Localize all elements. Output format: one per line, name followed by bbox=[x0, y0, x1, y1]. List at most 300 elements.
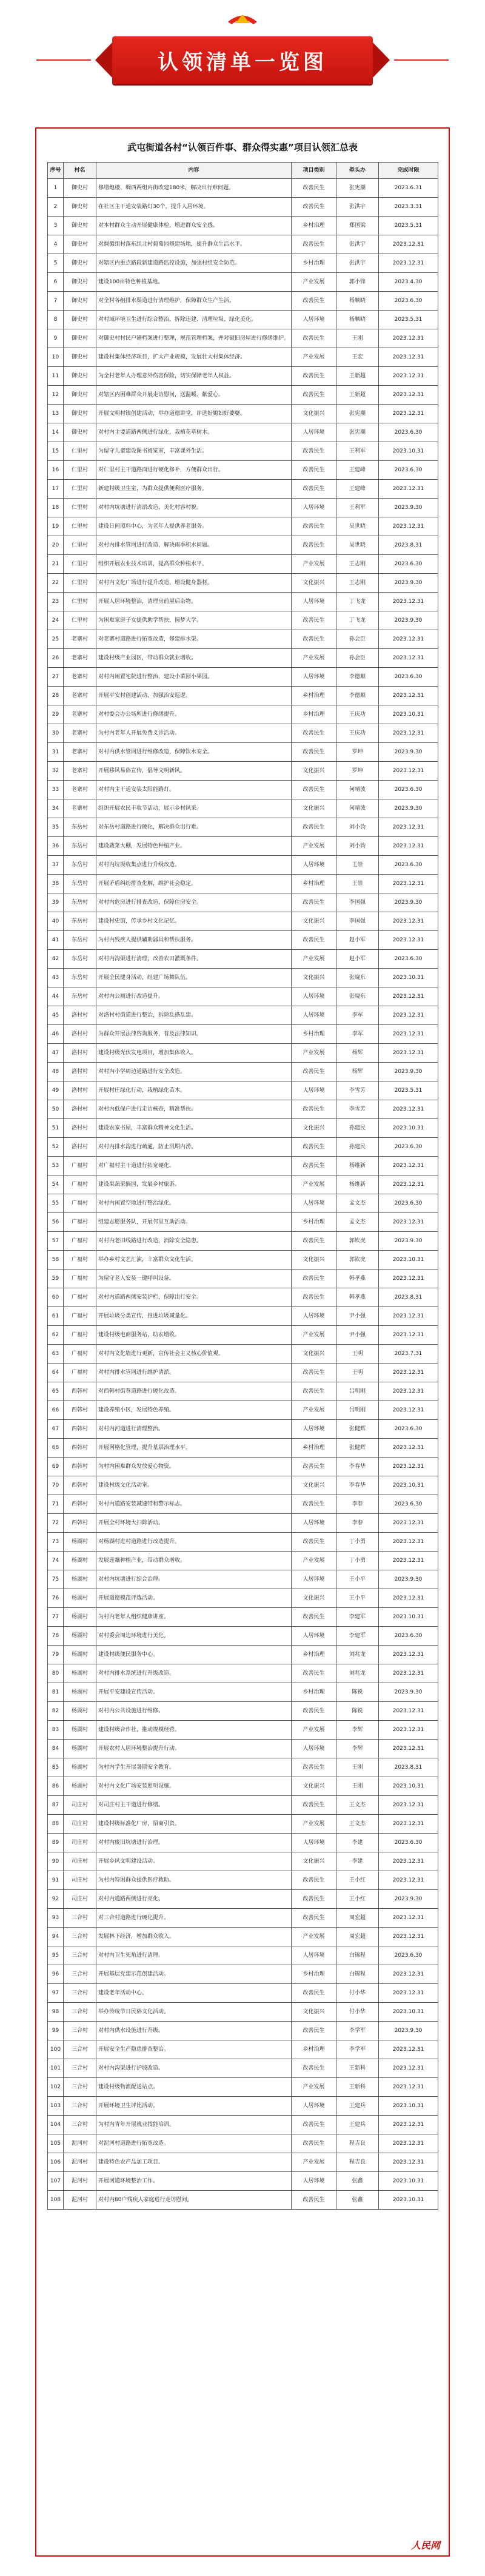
table-row bbox=[48, 1608, 438, 1627]
row-content: 开展农村人居环境整治提升行动。 bbox=[96, 1740, 292, 1758]
row-content: 对仁里村主干道路面进行硬化修补，方便群众出行。 bbox=[96, 461, 292, 480]
row-village: 三合村 bbox=[64, 2003, 96, 2022]
row-village: 老寨村 bbox=[64, 781, 96, 799]
row-lead: 李国强 bbox=[336, 912, 379, 931]
table-row bbox=[48, 1946, 438, 1965]
row-category: 人居环境 bbox=[292, 1740, 336, 1758]
row-lead: 李德顺 bbox=[336, 668, 379, 687]
row-content: 举办传统节日民俗文化活动。 bbox=[96, 2003, 292, 2022]
row-category: 人居环境 bbox=[292, 1307, 336, 1326]
row-number: 35 bbox=[48, 818, 64, 837]
table-row bbox=[48, 724, 438, 743]
row-content: 开展全村环境大扫除活动。 bbox=[96, 1514, 292, 1533]
row-content: 对村域环境卫生进行综合整治，拆除违建、清理垃圾、绿化美化。 bbox=[96, 311, 292, 329]
row-content: 对辖区内重点路段新建道路监控设施，加强村组安全防范。 bbox=[96, 254, 292, 273]
row-content: 组织开展农民丰收节活动，展示乡村风采。 bbox=[96, 799, 292, 818]
table-row bbox=[48, 1552, 438, 1570]
row-number: 71 bbox=[48, 1495, 64, 1514]
row-number: 66 bbox=[48, 1401, 64, 1420]
row-deadline: 2023.12.31 bbox=[379, 386, 438, 405]
row-village: 司庄村 bbox=[64, 1890, 96, 1909]
table-row bbox=[48, 893, 438, 912]
row-village: 仁里村 bbox=[64, 442, 96, 461]
row-category: 改善民生 bbox=[292, 931, 336, 950]
row-lead: 王庆功 bbox=[336, 705, 379, 724]
row-content: 开展矛盾纠纷排查化解，维护社会稳定。 bbox=[96, 875, 292, 893]
row-number: 102 bbox=[48, 2078, 64, 2097]
row-category: 乡村治理 bbox=[292, 1025, 336, 1044]
row-category: 改善民生 bbox=[292, 2134, 336, 2153]
row-category: 乡村治理 bbox=[292, 217, 336, 235]
row-lead: 吴世晓 bbox=[336, 517, 379, 536]
row-village: 三合村 bbox=[64, 1984, 96, 2003]
row-lead: 李辉 bbox=[336, 1740, 379, 1758]
row-lead: 周宏超 bbox=[336, 1909, 379, 1928]
row-lead: 李德顺 bbox=[336, 687, 379, 705]
row-category: 乡村治理 bbox=[292, 875, 336, 893]
row-number: 64 bbox=[48, 1364, 64, 1382]
row-deadline: 2023.12.31 bbox=[379, 1909, 438, 1928]
table-row bbox=[48, 1307, 438, 1326]
row-content: 建设农家书屋，丰富群众精神文化生活。 bbox=[96, 1119, 292, 1138]
row-category: 产业发展 bbox=[292, 2153, 336, 2172]
row-content: 对村内公共设施进行维修。 bbox=[96, 1702, 292, 1721]
row-number: 5 bbox=[48, 254, 64, 273]
table-row bbox=[48, 348, 438, 367]
row-village: 御史村 bbox=[64, 423, 96, 442]
row-village: 广福村 bbox=[64, 1270, 96, 1288]
row-content: 开展村庄绿化行动，栽植绿化苗木。 bbox=[96, 1081, 292, 1100]
row-village: 老寨村 bbox=[64, 687, 96, 705]
row-deadline: 2023.5.31 bbox=[379, 311, 438, 329]
row-content: 组织开展农业技术培训，提高群众种植水平。 bbox=[96, 555, 292, 574]
row-lead: 王新超 bbox=[336, 386, 379, 405]
row-content: 为留守儿童建设图书阅览室，丰富课外生活。 bbox=[96, 442, 292, 461]
row-village: 老寨村 bbox=[64, 743, 96, 762]
row-category: 乡村治理 bbox=[292, 254, 336, 273]
row-content: 开展道德模范评选活动。 bbox=[96, 1589, 292, 1608]
row-village: 洛村村 bbox=[64, 1081, 96, 1100]
row-village: 西韩村 bbox=[64, 1382, 96, 1401]
row-number: 25 bbox=[48, 630, 64, 649]
row-deadline: 2023.12.31 bbox=[379, 1984, 438, 2003]
row-category: 文化振兴 bbox=[292, 912, 336, 931]
row-deadline: 2023.9.30 bbox=[379, 799, 438, 818]
row-content: 对村委会办公场所进行修缮提升。 bbox=[96, 705, 292, 724]
row-deadline: 2023.6.30 bbox=[379, 555, 438, 574]
row-category: 改善民生 bbox=[292, 1232, 336, 1251]
row-deadline: 2023.12.31 bbox=[379, 837, 438, 856]
row-content: 为村内学生开展暑期安全教育。 bbox=[96, 1758, 292, 1777]
row-village: 杨湖村 bbox=[64, 1721, 96, 1740]
row-content: 建设村级文化活动室。 bbox=[96, 1476, 292, 1495]
row-deadline: 2023.12.31 bbox=[379, 254, 438, 273]
row-village: 西韩村 bbox=[64, 1476, 96, 1495]
row-content: 对村内主干道安装太阳能路灯。 bbox=[96, 781, 292, 799]
table-row bbox=[48, 2172, 438, 2191]
row-deadline: 2023.9.30 bbox=[379, 1890, 438, 1909]
row-number: 34 bbox=[48, 799, 64, 818]
row-content: 开展文明村镇创建活动，举办道德讲堂，评选好媳妇好婆婆。 bbox=[96, 405, 292, 423]
row-deadline: 2023.12.31 bbox=[379, 818, 438, 837]
row-deadline: 2023.12.31 bbox=[379, 2153, 438, 2172]
row-village: 西韩村 bbox=[64, 1495, 96, 1514]
table-body bbox=[48, 179, 438, 2210]
table-row bbox=[48, 837, 438, 856]
row-deadline: 2023.7.31 bbox=[379, 1345, 438, 1364]
row-content: 建设老年活动中心。 bbox=[96, 1984, 292, 2003]
row-deadline: 2023.6.30 bbox=[379, 1834, 438, 1852]
row-deadline: 2023.6.30 bbox=[379, 1420, 438, 1439]
row-category: 改善民生 bbox=[292, 179, 336, 198]
row-number: 37 bbox=[48, 856, 64, 875]
row-lead: 张晓东 bbox=[336, 987, 379, 1006]
row-content: 开展河道环境整治工作。 bbox=[96, 2172, 292, 2191]
row-number: 46 bbox=[48, 1025, 64, 1044]
row-content: 对村内低保户进行走访核查，精准帮扶。 bbox=[96, 1100, 292, 1119]
row-deadline: 2023.12.31 bbox=[379, 367, 438, 386]
row-village: 广福村 bbox=[64, 1213, 96, 1232]
row-village: 仁里村 bbox=[64, 517, 96, 536]
table-row bbox=[48, 217, 438, 235]
table-row bbox=[48, 1758, 438, 1777]
row-deadline: 2023.12.31 bbox=[379, 987, 438, 1006]
row-lead: 杨维新 bbox=[336, 1175, 379, 1194]
row-lead: 王刚 bbox=[336, 329, 379, 348]
row-number: 20 bbox=[48, 536, 64, 555]
row-number: 53 bbox=[48, 1157, 64, 1175]
row-number: 61 bbox=[48, 1307, 64, 1326]
row-category: 人居环境 bbox=[292, 593, 336, 611]
row-number: 68 bbox=[48, 1439, 64, 1458]
row-number: 88 bbox=[48, 1815, 64, 1834]
row-content: 开展基层党建示范创建活动。 bbox=[96, 1965, 292, 1984]
row-lead: 王崇 bbox=[336, 856, 379, 875]
row-deadline: 2023.6.30 bbox=[379, 461, 438, 480]
row-village: 洛村村 bbox=[64, 1063, 96, 1081]
row-number: 103 bbox=[48, 2097, 64, 2116]
table-row bbox=[48, 480, 438, 499]
row-content: 对村内沟渠进行清理，改善农田灌溉条件。 bbox=[96, 950, 292, 969]
row-number: 94 bbox=[48, 1928, 64, 1946]
row-lead: 杨顺晓 bbox=[336, 311, 379, 329]
table-row bbox=[48, 668, 438, 687]
table-row bbox=[48, 912, 438, 931]
row-village: 司庄村 bbox=[64, 1834, 96, 1852]
row-lead: 陈锐 bbox=[336, 1702, 379, 1721]
row-village: 司庄村 bbox=[64, 1871, 96, 1890]
row-village: 仁里村 bbox=[64, 611, 96, 630]
row-village: 司庄村 bbox=[64, 1796, 96, 1815]
row-number: 89 bbox=[48, 1834, 64, 1852]
row-village: 老寨村 bbox=[64, 705, 96, 724]
row-content: 为困难家庭子女提供助学帮扶，圆梦大学。 bbox=[96, 611, 292, 630]
row-deadline: 2023.12.31 bbox=[379, 1270, 438, 1288]
row-content: 建设村级物流配送站点。 bbox=[96, 2078, 292, 2097]
row-lead: 张晓东 bbox=[336, 969, 379, 987]
col-header-no: 序号 bbox=[48, 163, 64, 179]
row-lead: 张洪宇 bbox=[336, 235, 379, 254]
row-category: 文化振兴 bbox=[292, 1852, 336, 1871]
table-row bbox=[48, 1270, 438, 1288]
row-number: 69 bbox=[48, 1458, 64, 1476]
row-number: 9 bbox=[48, 329, 64, 348]
row-number: 33 bbox=[48, 781, 64, 799]
row-number: 83 bbox=[48, 1721, 64, 1740]
row-content: 对村内坑塘进行综合治理。 bbox=[96, 1570, 292, 1589]
row-village: 泥河村 bbox=[64, 2172, 96, 2191]
row-category: 产业发展 bbox=[292, 2078, 336, 2097]
table-row bbox=[48, 198, 438, 217]
table-row bbox=[48, 969, 438, 987]
row-village: 广福村 bbox=[64, 1251, 96, 1270]
row-village: 仁里村 bbox=[64, 499, 96, 517]
row-number: 92 bbox=[48, 1890, 64, 1909]
row-content: 开展垃圾分类宣传，推进垃圾减量化。 bbox=[96, 1307, 292, 1326]
row-lead: 白锦程 bbox=[336, 1965, 379, 1984]
table-row bbox=[48, 1777, 438, 1796]
row-village: 御史村 bbox=[64, 235, 96, 254]
row-lead: 李春 bbox=[336, 1495, 379, 1514]
row-village: 广福村 bbox=[64, 1307, 96, 1326]
row-village: 东岳村 bbox=[64, 875, 96, 893]
row-village: 杨湖村 bbox=[64, 1570, 96, 1589]
row-content: 对本村群众主动开展健康体检，增进群众安全感。 bbox=[96, 217, 292, 235]
row-category: 人居环境 bbox=[292, 1946, 336, 1965]
row-number: 76 bbox=[48, 1589, 64, 1608]
row-lead: 王建兵 bbox=[336, 2116, 379, 2134]
row-deadline: 2023.5.31 bbox=[379, 217, 438, 235]
row-category: 乡村治理 bbox=[292, 705, 336, 724]
row-content: 建设村集体经济项目，扩大产业规模，发展壮大村集体经济。 bbox=[96, 348, 292, 367]
table-row bbox=[48, 1683, 438, 1702]
row-number: 87 bbox=[48, 1796, 64, 1815]
row-lead: 丁飞龙 bbox=[336, 593, 379, 611]
row-category: 改善民生 bbox=[292, 1984, 336, 2003]
row-lead: 李建军 bbox=[336, 1608, 379, 1627]
table-row bbox=[48, 1570, 438, 1589]
row-number: 3 bbox=[48, 217, 64, 235]
row-category: 改善民生 bbox=[292, 818, 336, 837]
row-number: 6 bbox=[48, 273, 64, 292]
row-lead: 王文杰 bbox=[336, 1796, 379, 1815]
row-lead: 李雪芳 bbox=[336, 1100, 379, 1119]
row-lead: 李军 bbox=[336, 1006, 379, 1025]
row-number: 40 bbox=[48, 912, 64, 931]
row-content: 开展安全生产隐患排查整治。 bbox=[96, 2040, 292, 2059]
row-number: 91 bbox=[48, 1871, 64, 1890]
row-deadline: 2023.12.31 bbox=[379, 1646, 438, 1664]
row-lead: 张宪潮 bbox=[336, 423, 379, 442]
row-content: 举办乡村文艺汇演，丰富群众文化生活。 bbox=[96, 1251, 292, 1270]
row-content: 对村内排水管网进行改造，解决雨季积水问题。 bbox=[96, 536, 292, 555]
row-village: 御史村 bbox=[64, 198, 96, 217]
row-deadline: 2023.9.30 bbox=[379, 499, 438, 517]
row-category: 乡村治理 bbox=[292, 1213, 336, 1232]
row-deadline: 2023.9.30 bbox=[379, 1683, 438, 1702]
table-row bbox=[48, 292, 438, 311]
table-row bbox=[48, 705, 438, 724]
row-category: 改善民生 bbox=[292, 781, 336, 799]
row-lead: 李雪芳 bbox=[336, 1081, 379, 1100]
row-deadline: 2023.12.31 bbox=[379, 1740, 438, 1758]
row-category: 文化振兴 bbox=[292, 1589, 336, 1608]
row-deadline: 2023.12.31 bbox=[379, 1157, 438, 1175]
row-content: 对村内排水系统进行升级改造。 bbox=[96, 1664, 292, 1683]
row-number: 44 bbox=[48, 987, 64, 1006]
row-category: 产业发展 bbox=[292, 950, 336, 969]
row-lead: 王崇 bbox=[336, 875, 379, 893]
table-row bbox=[48, 818, 438, 837]
row-content: 对村内道路安装减速带和警示标志。 bbox=[96, 1495, 292, 1514]
row-content: 为村内青年开展就业技能培训。 bbox=[96, 2116, 292, 2134]
table-row bbox=[48, 329, 438, 348]
row-content: 为村内残疾人提供辅助器具和帮扶服务。 bbox=[96, 931, 292, 950]
row-category: 改善民生 bbox=[292, 630, 336, 649]
row-category: 乡村治理 bbox=[292, 1439, 336, 1458]
row-number: 65 bbox=[48, 1382, 64, 1401]
row-lead: 李春华 bbox=[336, 1476, 379, 1495]
table-row bbox=[48, 2191, 438, 2210]
row-deadline: 2023.12.31 bbox=[379, 2059, 438, 2078]
row-lead: 郭钦虎 bbox=[336, 1232, 379, 1251]
table-row bbox=[48, 1965, 438, 1984]
row-content: 建设果蔬采摘园，发展乡村旅游。 bbox=[96, 1175, 292, 1194]
row-category: 改善民生 bbox=[292, 893, 336, 912]
row-category: 产业发展 bbox=[292, 1401, 336, 1420]
row-category: 文化振兴 bbox=[292, 762, 336, 781]
row-lead: 王小平 bbox=[336, 1589, 379, 1608]
row-village: 东岳村 bbox=[64, 818, 96, 837]
row-deadline: 2023.12.31 bbox=[379, 1364, 438, 1382]
row-number: 38 bbox=[48, 875, 64, 893]
table-row bbox=[48, 1138, 438, 1157]
table-row bbox=[48, 1175, 438, 1194]
row-village: 仁里村 bbox=[64, 480, 96, 499]
row-lead: 孙建民 bbox=[336, 1138, 379, 1157]
row-deadline: 2023.12.31 bbox=[379, 517, 438, 536]
row-number: 63 bbox=[48, 1345, 64, 1364]
row-deadline: 2023.6.30 bbox=[379, 781, 438, 799]
row-village: 杨湖村 bbox=[64, 1608, 96, 1627]
row-lead: 孟文杰 bbox=[336, 1213, 379, 1232]
table-row bbox=[48, 2153, 438, 2172]
row-lead: 王建峰 bbox=[336, 480, 379, 499]
row-category: 改善民生 bbox=[292, 2191, 336, 2210]
row-lead: 王明 bbox=[336, 1345, 379, 1364]
row-lead: 王志刚 bbox=[336, 574, 379, 593]
row-content: 建设村级光伏发电项目，增加集体收入。 bbox=[96, 1044, 292, 1063]
row-number: 36 bbox=[48, 837, 64, 856]
row-village: 杨湖村 bbox=[64, 1533, 96, 1552]
row-content: 为群众开展法律咨询服务，普及法律知识。 bbox=[96, 1025, 292, 1044]
row-lead: 程吉良 bbox=[336, 2153, 379, 2172]
row-category: 改善民生 bbox=[292, 1063, 336, 1081]
row-deadline: 2023.12.31 bbox=[379, 1721, 438, 1740]
row-deadline: 2023.6.30 bbox=[379, 1495, 438, 1514]
table-row bbox=[48, 649, 438, 668]
row-content: 开展全民健身活动，组建广场舞队伍。 bbox=[96, 969, 292, 987]
row-deadline: 2023.12.31 bbox=[379, 1514, 438, 1533]
row-village: 东岳村 bbox=[64, 837, 96, 856]
row-category: 人居环境 bbox=[292, 1006, 336, 1025]
row-deadline: 2023.10.31 bbox=[379, 705, 438, 724]
row-category: 人居环境 bbox=[292, 987, 336, 1006]
row-village: 西韩村 bbox=[64, 1420, 96, 1439]
row-lead: 何晴波 bbox=[336, 781, 379, 799]
row-category: 改善民生 bbox=[292, 1364, 336, 1382]
row-deadline: 2023.12.31 bbox=[379, 1852, 438, 1871]
row-lead: 付小华 bbox=[336, 1984, 379, 2003]
row-content: 对村内卫生死角进行清理。 bbox=[96, 1946, 292, 1965]
row-category: 改善民生 bbox=[292, 724, 336, 743]
row-category: 乡村治理 bbox=[292, 2040, 336, 2059]
row-village: 杨湖村 bbox=[64, 1589, 96, 1608]
row-lead: 张健辉 bbox=[336, 1439, 379, 1458]
row-number: 77 bbox=[48, 1608, 64, 1627]
row-village: 三合村 bbox=[64, 2116, 96, 2134]
row-number: 10 bbox=[48, 348, 64, 367]
row-village: 御史村 bbox=[64, 329, 96, 348]
row-category: 产业发展 bbox=[292, 1326, 336, 1345]
table-row bbox=[48, 1420, 438, 1439]
row-village: 司庄村 bbox=[64, 1852, 96, 1871]
row-deadline: 2023.12.31 bbox=[379, 1307, 438, 1326]
row-lead: 韩孝燕 bbox=[336, 1288, 379, 1307]
row-deadline: 2023.10.31 bbox=[379, 2003, 438, 2022]
row-content: 在社区主干道安装路灯30个，提升人居环境。 bbox=[96, 198, 292, 217]
row-deadline: 2023.12.31 bbox=[379, 1439, 438, 1458]
row-category: 人居环境 bbox=[292, 311, 336, 329]
row-village: 西韩村 bbox=[64, 1514, 96, 1533]
row-category: 乡村治理 bbox=[292, 687, 336, 705]
row-content: 建设特色农产品加工项目。 bbox=[96, 2153, 292, 2172]
row-number: 43 bbox=[48, 969, 64, 987]
row-category: 产业发展 bbox=[292, 1928, 336, 1946]
row-category: 改善民生 bbox=[292, 1871, 336, 1890]
row-village: 广福村 bbox=[64, 1157, 96, 1175]
row-deadline: 2023.12.31 bbox=[379, 1589, 438, 1608]
row-deadline: 2023.12.31 bbox=[379, 329, 438, 348]
row-content: 为村内老年人开展免费义诊活动。 bbox=[96, 724, 292, 743]
summary-document bbox=[35, 127, 450, 2557]
row-deadline: 2023.10.31 bbox=[379, 1608, 438, 1627]
row-lead: 张宪潮 bbox=[336, 179, 379, 198]
row-deadline: 2023.12.31 bbox=[379, 931, 438, 950]
ribbon-emblem-icon bbox=[226, 11, 259, 29]
row-content: 对村内闲置宅院进行整治，建设小菜园小果园。 bbox=[96, 668, 292, 687]
table-row bbox=[48, 2040, 438, 2059]
row-village: 御史村 bbox=[64, 348, 96, 367]
row-lead: 王新科 bbox=[336, 2078, 379, 2097]
row-content: 为留守老人安装一键呼叫设备。 bbox=[96, 1270, 292, 1288]
row-content: 建设村级产业园区，带动群众就业增收。 bbox=[96, 649, 292, 668]
row-category: 改善民生 bbox=[292, 1382, 336, 1401]
row-category: 文化振兴 bbox=[292, 1345, 336, 1364]
row-number: 21 bbox=[48, 555, 64, 574]
row-deadline: 2023.10.31 bbox=[379, 2097, 438, 2116]
row-number: 22 bbox=[48, 574, 64, 593]
row-category: 改善民生 bbox=[292, 1909, 336, 1928]
row-number: 17 bbox=[48, 480, 64, 499]
row-category: 文化振兴 bbox=[292, 1119, 336, 1138]
row-lead: 孟文杰 bbox=[336, 1194, 379, 1213]
row-village: 洛村村 bbox=[64, 1044, 96, 1063]
table-row bbox=[48, 574, 438, 593]
row-number: 70 bbox=[48, 1476, 64, 1495]
row-deadline: 2023.9.30 bbox=[379, 1570, 438, 1589]
banner-title: 认领清单一览图 bbox=[158, 50, 327, 75]
